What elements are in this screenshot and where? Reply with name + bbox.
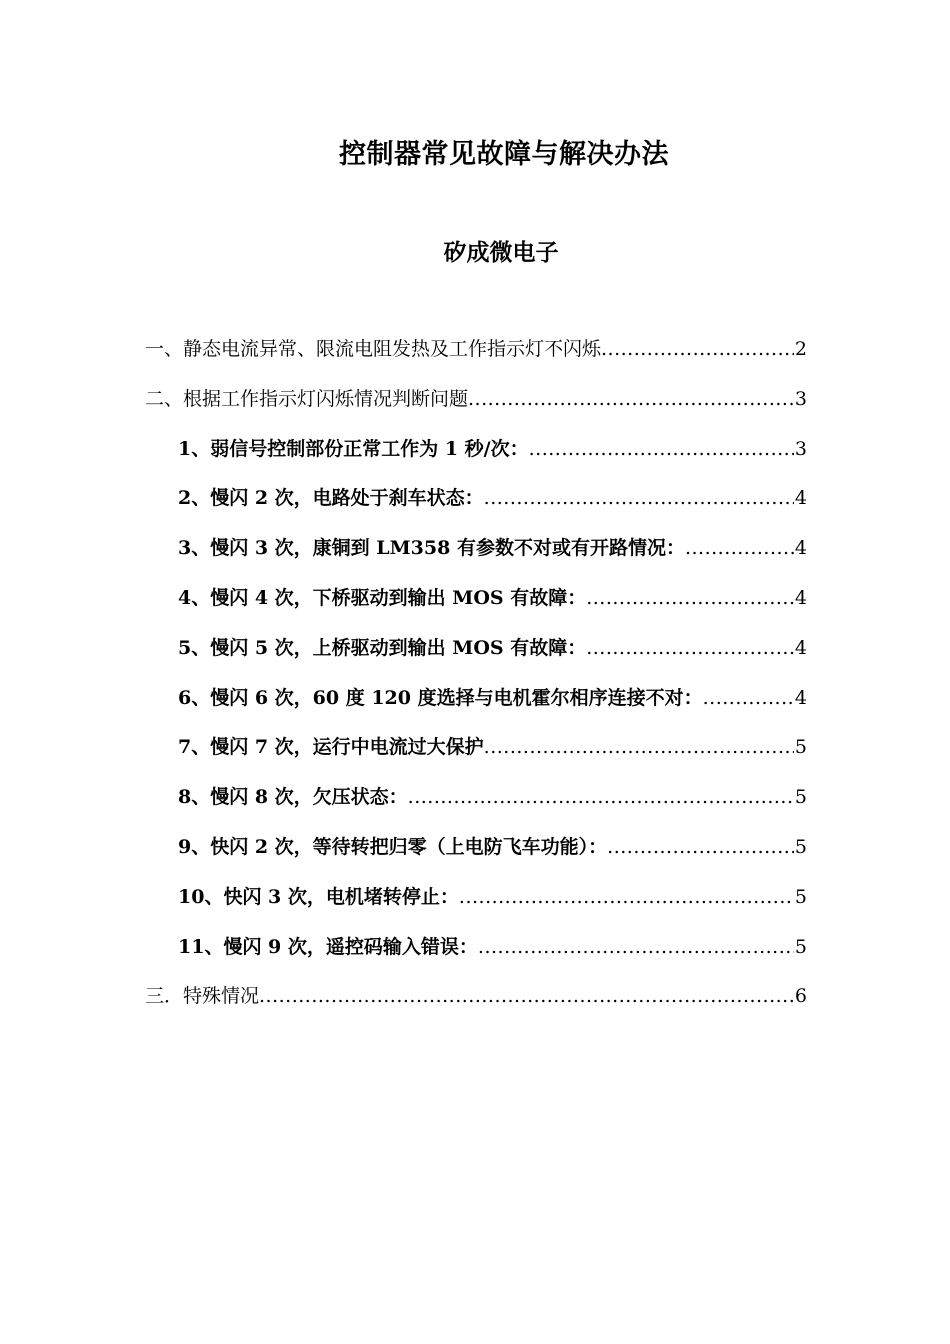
toc-entry[interactable] xyxy=(145,932,807,982)
toc-entry[interactable] xyxy=(145,882,807,932)
toc-dot-leader xyxy=(459,882,794,912)
toc-entry[interactable] xyxy=(145,732,807,782)
toc-dot-leader xyxy=(484,732,794,762)
toc-dot-leader xyxy=(259,981,794,1011)
toc-entry-label: 3、慢闪 3 次，康铜到 LM358 有参数不对或有开路情况： xyxy=(178,537,685,560)
toc-dot-leader xyxy=(468,384,794,414)
toc-entry-label: 2、慢闪 2 次，电路处于刹车状态： xyxy=(178,487,484,510)
toc-entry-label: 二、根据工作指示灯闪烁情况判断问题 xyxy=(145,387,469,410)
toc-page-number: 3 xyxy=(794,437,807,460)
document-title: 控制器常见故障与解决办法 xyxy=(339,139,669,170)
toc-entry[interactable] xyxy=(145,782,807,832)
toc-entry-label: 6、慢闪 6 次，60 度 120 度选择与电机霍尔相序连接不对： xyxy=(178,686,703,709)
toc-dot-leader xyxy=(685,533,794,563)
toc-page-number: 4 xyxy=(794,586,807,609)
toc-entry[interactable] xyxy=(145,434,807,484)
toc-page-number: 3 xyxy=(794,387,807,410)
toc-page-number: 2 xyxy=(794,338,807,360)
toc-entry-label: 10、快闪 3 次，电机堵转停止： xyxy=(178,885,459,908)
toc-dot-leader xyxy=(586,633,794,663)
toc-entry[interactable] xyxy=(145,334,807,384)
table-of-contents xyxy=(145,334,807,1031)
toc-entry-label: 9、快闪 2 次，等待转把归零（上电防飞车功能）： xyxy=(178,835,608,858)
toc-dot-leader xyxy=(529,434,794,464)
toc-entry[interactable] xyxy=(145,533,807,583)
toc-page-number: 5 xyxy=(794,786,807,809)
toc-page-number: 5 xyxy=(794,835,807,858)
toc-entry-label: 1、弱信号控制部份正常工作为 1 秒/次： xyxy=(178,437,529,460)
toc-dot-leader xyxy=(484,483,794,513)
toc-entry-label: 4、慢闪 4 次，下桥驱动到输出 MOS 有故障： xyxy=(178,586,587,609)
toc-dot-leader xyxy=(703,683,794,713)
document-subtitle: 矽成微电子 xyxy=(443,239,559,266)
toc-dot-leader xyxy=(478,932,794,962)
toc-entry[interactable] xyxy=(145,683,807,733)
toc-dot-leader xyxy=(607,832,794,862)
toc-entry[interactable] xyxy=(145,832,807,882)
toc-page-number: 4 xyxy=(794,537,807,560)
toc-entry-label: 7、慢闪 7 次，运行中电流过大保护 xyxy=(178,736,484,759)
toc-page-number: 4 xyxy=(794,636,807,659)
toc-page-number: 4 xyxy=(794,487,807,510)
toc-dot-leader xyxy=(601,334,794,364)
toc-entry-label: 三．特殊情况 xyxy=(145,985,260,1008)
toc-entry-label: 5、慢闪 5 次，上桥驱动到输出 MOS 有故障： xyxy=(178,636,587,659)
toc-entry-label: 8、慢闪 8 次，欠压状态： xyxy=(178,786,408,809)
toc-page-number: 4 xyxy=(794,686,807,709)
toc-entry[interactable] xyxy=(145,384,807,434)
toc-page-number: 6 xyxy=(794,985,807,1008)
toc-page-number: 5 xyxy=(794,935,807,958)
toc-entry-label: 11、慢闪 9 次，遥控码输入错误： xyxy=(178,935,478,958)
toc-page-number: 5 xyxy=(794,885,807,908)
toc-dot-leader xyxy=(586,583,794,613)
toc-page-number: 5 xyxy=(794,736,807,759)
toc-entry[interactable] xyxy=(145,633,807,683)
toc-entry[interactable] xyxy=(145,483,807,533)
toc-entry[interactable] xyxy=(145,981,807,1031)
toc-dot-leader xyxy=(408,782,794,812)
toc-entry-label: 一、静态电流异常、限流电阻发热及工作指示灯不闪烁 xyxy=(145,338,602,360)
toc-entry[interactable] xyxy=(145,583,807,633)
